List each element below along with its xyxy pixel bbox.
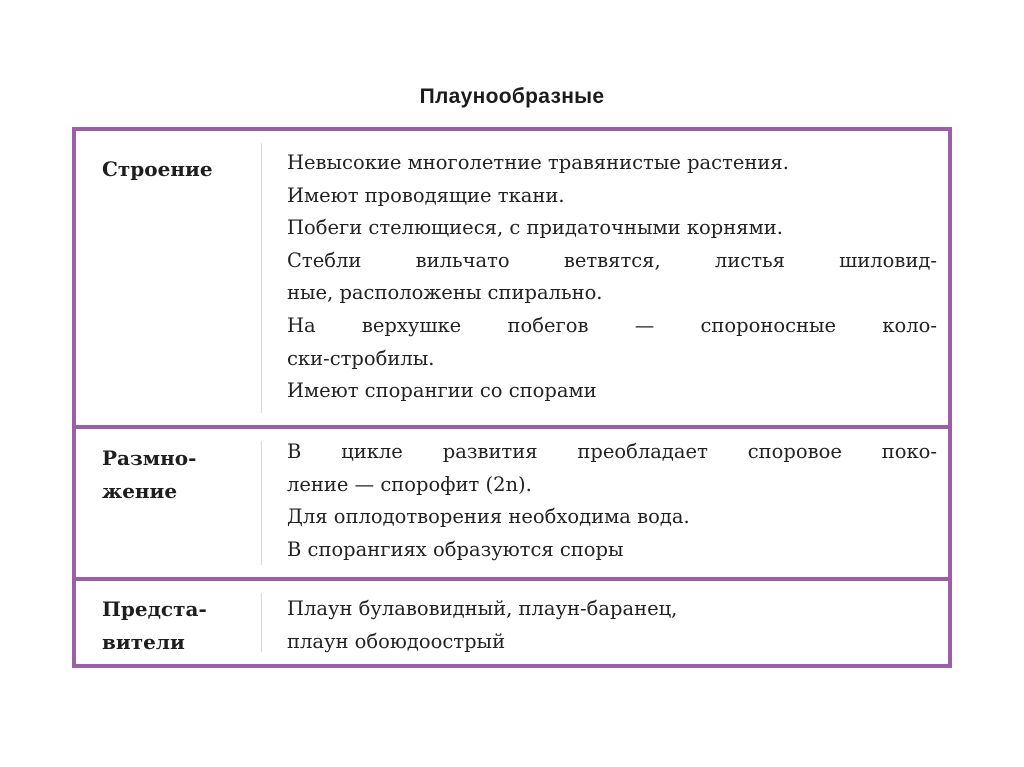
- content-line: Для оплодотворения необходима вода.: [287, 505, 690, 529]
- content-line: Имеют проводящие ткани.: [287, 183, 565, 207]
- row-header-line: Строение: [102, 157, 213, 181]
- content-line: Побеги стелющиеся, с придаточными корнями.: [287, 216, 783, 240]
- table-row-structure: [72, 127, 952, 429]
- row-header-line: Предста-: [102, 597, 207, 621]
- content-line: Невысокие многолетние травянистые растения.: [287, 151, 789, 174]
- page-title: Плаунообразные: [419, 85, 605, 108]
- table-row-reproduction: [72, 425, 952, 581]
- row-content-representatives: [287, 593, 937, 658]
- row-header-line: вители: [102, 630, 185, 654]
- content-line: В цикле развития преобладает споровое поко-: [287, 440, 937, 463]
- content-line: Имеют спорангии со спорами: [287, 379, 597, 403]
- content-line: Стебли вильчато ветвятся, листья шиловид-: [287, 248, 937, 272]
- column-divider: [261, 441, 262, 565]
- column-divider: [261, 143, 262, 413]
- content-line: Плаун булавовидный, плаун-баранец,: [287, 597, 678, 620]
- content-line: плаун обоюдоострый: [287, 629, 506, 653]
- content-line: ные, расположены спирально.: [287, 281, 603, 305]
- column-divider: [261, 593, 262, 652]
- content-line: На верхушке побегов — спороносные коло-: [287, 313, 937, 337]
- content-line: ление — спорофит (2n).: [287, 472, 532, 496]
- row-header-line: жение: [102, 479, 178, 503]
- row-header-line: Размно-: [102, 446, 197, 470]
- content-line: ски-стробилы.: [287, 346, 435, 370]
- row-content-structure: [287, 147, 937, 408]
- row-header-representatives: [102, 593, 252, 659]
- row-header-structure: [102, 153, 252, 186]
- row-content-reproduction: [287, 436, 937, 566]
- table-row-representatives: [72, 577, 952, 668]
- row-header-reproduction: [102, 442, 252, 508]
- comparison-table: [72, 127, 952, 668]
- content-line: В спорангиях образуются споры: [287, 537, 624, 561]
